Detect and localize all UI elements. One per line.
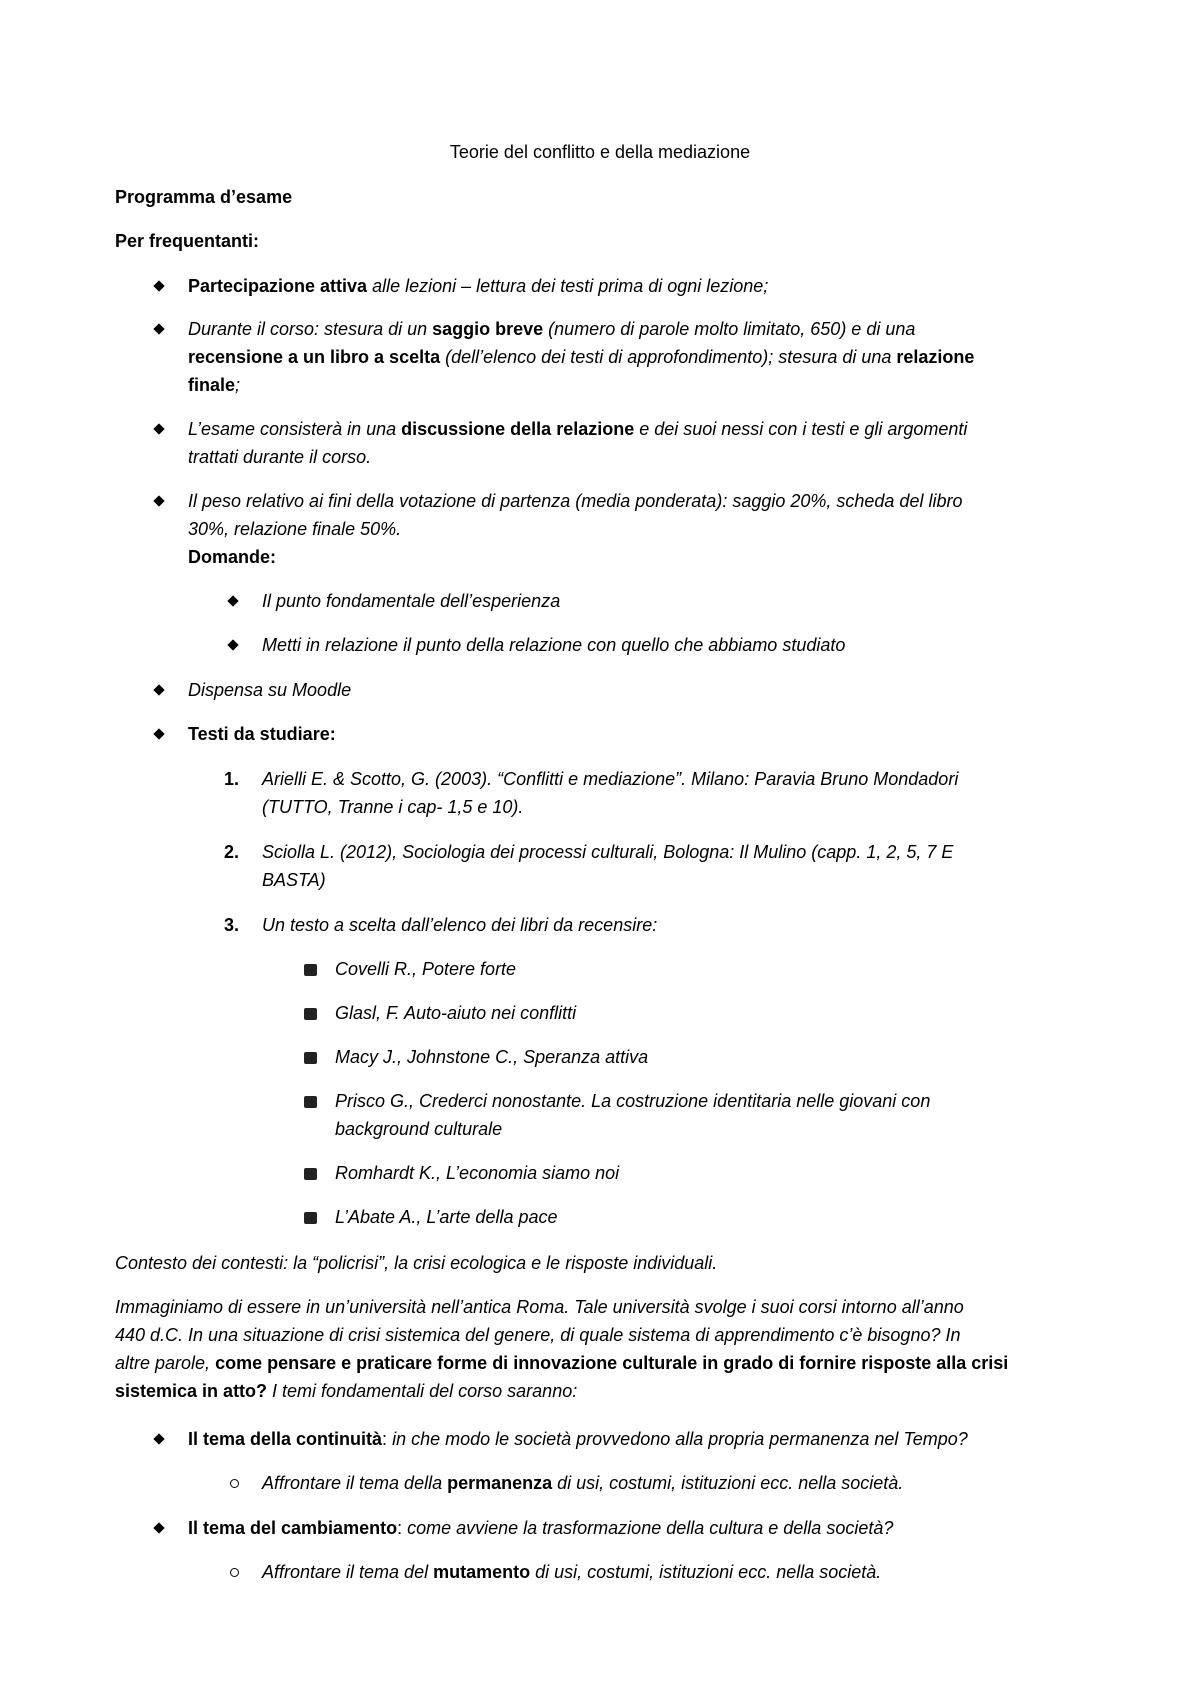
list-item [188,315,1088,399]
bullet-square-icon [304,1096,317,1108]
bullet-diamond-icon [153,280,164,291]
bullet-diamond-icon [153,684,164,695]
italic-text: 440 d.C. In una situazione di crisi sistemica del genere, di quale sistema di apprendimento c’è bisogno? In [115,1325,961,1345]
context-line: Contesto dei contesti: la “policrisi”, la crisi ecologica e le risposte individuali. [115,1253,718,1273]
italic-text: Affrontare il tema del [262,1562,434,1582]
subsection-heading: Per frequentanti: [115,231,260,251]
bullet-square-icon [304,1008,317,1020]
list-item: Metti in relazione il punto della relazione con quello che abbiamo studiato [262,635,846,655]
italic-text: trattati durante il corso. [188,447,372,467]
list-item [188,1514,1088,1542]
italic-text: Durante il corso: stesura di un [188,319,433,339]
text: : [382,1429,388,1449]
list-item [262,1469,1082,1497]
intro-paragraph [115,1293,1095,1405]
text-line: (TUTTO, Tranne i cap- 1,5 e 10). [262,797,524,817]
list-item [188,415,1088,471]
list-item [335,1087,1095,1143]
italic-text: (numero di parole molto limitato, 650) e di una [543,319,916,339]
bold-text: saggio breve [432,319,544,339]
text-line: Prisco G., Crederci nonostante. La costruzione identitaria nelle giovani con [335,1091,931,1111]
bullet-diamond-icon [153,1522,164,1533]
list-item: Un testo a scelta dall’elenco dei libri da recensire: [262,915,658,935]
bullet-circle-icon [230,1479,239,1488]
italic-text: Il peso relativo ai fini della votazione di partenza (media ponderata): saggio 20%, scheda del libro [188,491,963,511]
bullet-diamond-icon [153,323,164,334]
bold-text: Il tema della continuità [188,1429,383,1449]
list-number: 3. [224,915,240,935]
bold-text: Domande: [188,547,277,567]
list-item [188,487,1088,571]
section-heading: Programma d’esame [115,187,293,207]
italic-text: Immaginiamo di essere in un’università nell’antica Roma. Tale università svolge i suoi corsi intorno all’anno [115,1297,964,1317]
list-item [262,838,1082,894]
italic-text: di usi, costumi, istituzioni ecc. nella società. [552,1473,904,1493]
text-line: Arielli E. & Scotto, G. (2003). “Conflitti e mediazione”. Milano: Paravia Bruno Mondadori [262,769,959,789]
bullet-diamond-icon [153,1433,164,1444]
italic-text: altre parole, [115,1353,216,1373]
list-item: Testi da studiare: [188,724,336,744]
list-item [188,1425,1088,1453]
bold-text: sistemica in atto? [115,1381,268,1401]
bold-text: Il tema del cambiamento [188,1518,398,1538]
italic-text: (dell’elenco dei testi di approfondimento); stesura di una [440,347,897,367]
bold-text: permanenza [447,1473,553,1493]
italic-text: come avviene la trasformazione della cultura e della società? [402,1518,894,1538]
list-item: Il punto fondamentale dell’esperienza [262,591,561,611]
italic-text: in che modo le società provvedono alla propria permanenza nel Tempo? [387,1429,968,1449]
list-item: L’Abate A., L’arte della pace [335,1207,558,1227]
text-line: BASTA) [262,870,326,890]
text: : [397,1518,403,1538]
document-title: Teorie del conflitto e della mediazione [449,142,751,162]
bullet-diamond-icon [153,728,164,739]
text-line: Sciolla L. (2012), Sociologia dei processi culturali, Bologna: Il Mulino (capp. 1, 2, 5, 7 E [262,842,954,862]
italic-text: alle lezioni – lettura dei testi prima di ogni lezione; [367,276,769,296]
italic-text: e dei suoi nessi con i testi e gli argomenti [634,419,968,439]
bold-text: relazione [896,347,975,367]
italic-text: 30%, relazione finale 50%. [188,519,402,539]
list-item: Macy J., Johnstone C., Speranza attiva [335,1047,649,1067]
bold-text: come pensare e praticare forme di innovazione culturale in grado di fornire risposte alla crisi [215,1353,1009,1373]
list-item: Covelli R., Potere forte [335,959,517,979]
list-item [188,272,1088,300]
bullet-square-icon [304,1052,317,1064]
list-item: Romhardt K., L’economia siamo noi [335,1163,620,1183]
bullet-square-icon [304,1212,317,1224]
italic-text: Affrontare il tema della [262,1473,448,1493]
bold-text: discussione della relazione [401,419,635,439]
italic-text: ; [235,375,241,395]
italic-text: di usi, costumi, istituzioni ecc. nella società. [530,1562,882,1582]
text-line: background culturale [335,1119,503,1139]
italic-text: L’esame consisterà in una [188,419,402,439]
bullet-diamond-icon [227,639,238,650]
list-item: Glasl, F. Auto-aiuto nei conflitti [335,1003,577,1023]
bullet-square-icon [304,964,317,976]
list-number: 1. [224,769,240,789]
list-item [262,1558,1082,1586]
bullet-square-icon [304,1168,317,1180]
bullet-diamond-icon [227,595,238,606]
list-number: 2. [224,842,240,862]
bullet-circle-icon [230,1568,239,1577]
bullet-diamond-icon [153,423,164,434]
bold-text: Partecipazione attiva [188,276,368,296]
list-item: Dispensa su Moodle [188,680,352,700]
list-item [262,765,1082,821]
bold-text: finale [188,375,236,395]
bullet-diamond-icon [153,495,164,506]
bold-text: mutamento [433,1562,531,1582]
bold-text: recensione a un libro a scelta [188,347,441,367]
italic-text: I temi fondamentali del corso saranno: [267,1381,578,1401]
